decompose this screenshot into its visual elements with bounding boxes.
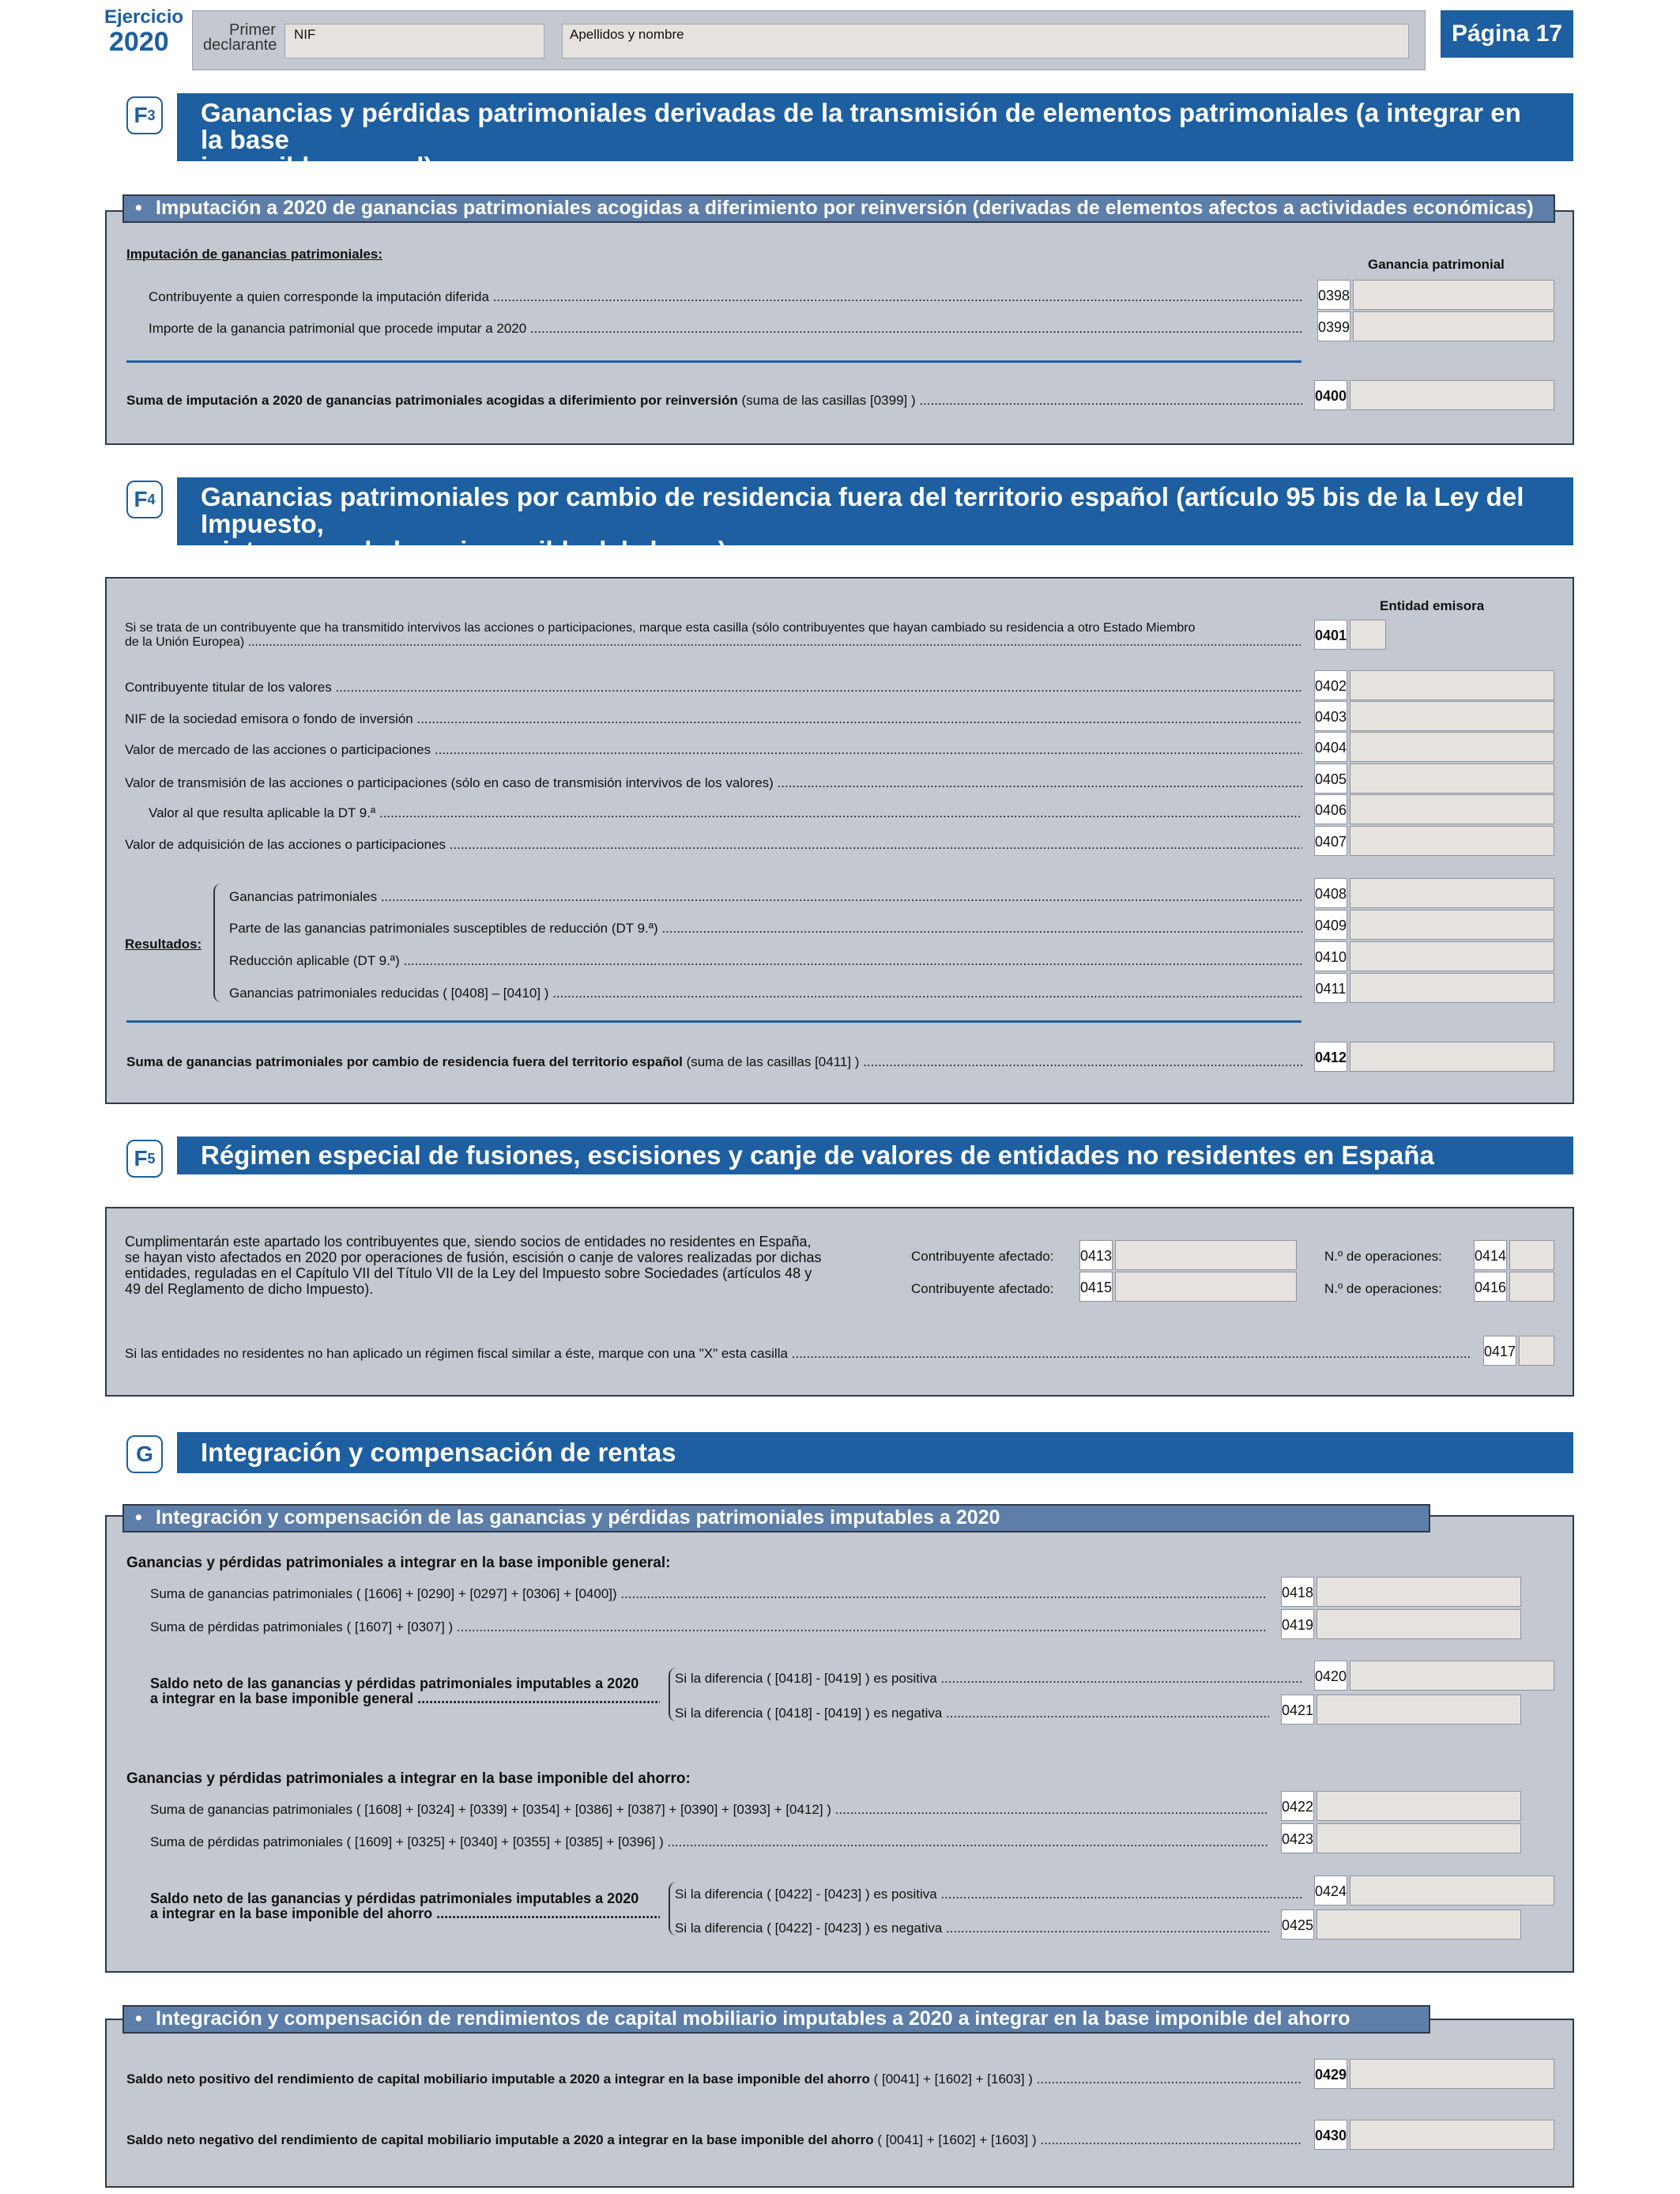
- title-line-1: Ganancias patrimoniales por cambio de residencia fuera del territorio español (artículo 95 bis de la Ley del Impuesto,: [201, 482, 1524, 538]
- code-0406: 0406: [1314, 794, 1347, 824]
- title-line-2: a integrar en la base imponible del ahorro): [201, 536, 727, 565]
- code-0423: 0423: [1281, 1823, 1314, 1853]
- row-label-0424: Si la diferencia ( [0422] - [0423] ) es positiva .....: [675, 1886, 1303, 1903]
- code-0411: 0411: [1314, 973, 1347, 1003]
- row-label-0429: [126, 2071, 1302, 2088]
- code-0417: 0417: [1483, 1336, 1516, 1366]
- input-0411[interactable]: [1350, 973, 1554, 1003]
- para-line-4: 49 del Reglamento de dicho Impuesto).: [125, 1281, 374, 1297]
- year-label: 2020: [109, 27, 169, 57]
- input-0421[interactable]: [1317, 1695, 1521, 1725]
- row-label-0430: [126, 2132, 1302, 2149]
- badge-letter: F: [134, 487, 148, 511]
- input-0399[interactable]: [1353, 311, 1554, 341]
- code-0416: 0416: [1474, 1272, 1507, 1302]
- row-label-0404: Valor de mercado de las acciones o participaciones .....: [125, 741, 1302, 759]
- input-0412[interactable]: [1350, 1042, 1554, 1072]
- input-0400[interactable]: [1350, 380, 1554, 410]
- row-label-0406: Valor al que resulta aplicable la DT 9.ª .....: [149, 805, 1302, 822]
- group-label-imputacion: Imputación de ganancias patrimoniales:: [126, 247, 383, 262]
- rcm-neg-note: ( [0041] + [1602] + [1603] ): [877, 2132, 1037, 2147]
- regime-label: Si las entidades no residentes no han aplicado un régimen fiscal similar a éste, marque con una "X" esta casilla .....: [125, 1345, 1472, 1363]
- contrib-label-1: Contribuyente afectado:: [911, 1249, 1054, 1264]
- code-0429: 0429: [1314, 2059, 1347, 2089]
- row-label-0405: Valor de transmisión de las acciones o participaciones (sólo en caso de transmisión intervivos de los valores) .....: [125, 775, 1302, 792]
- section-g2-box: [105, 2019, 1574, 2188]
- row-label-0399: Importe de la ganancia patrimonial que procede imputar a 2020 .....: [149, 320, 1302, 337]
- subsection-text: Integración y compensación de las ganancias y pérdidas patrimoniales imputables a 2020: [156, 1506, 1000, 1529]
- code-0424: 0424: [1314, 1875, 1347, 1906]
- section-badge-f5: [126, 1140, 163, 1178]
- code-0404: 0404: [1314, 732, 1347, 762]
- bullet-icon: •: [135, 1506, 142, 1529]
- section-badge-f4: [126, 481, 163, 518]
- code-0401: 0401: [1314, 620, 1347, 650]
- ops-label-2: N.º de operaciones:: [1324, 1281, 1442, 1296]
- row-label-0421: Si la diferencia ( [0418] - [0419] ) es negativa .....: [675, 1705, 1269, 1722]
- code-0413: 0413: [1079, 1240, 1113, 1270]
- ejercicio-label: Ejercicio: [104, 6, 184, 28]
- row-label-0411: Ganancias patrimoniales reducidas ( [0408] – [0410] ) .....: [229, 985, 1302, 1002]
- code-0420: 0420: [1314, 1661, 1347, 1691]
- input-0418[interactable]: [1317, 1577, 1521, 1607]
- section-title-f3: [177, 93, 1573, 181]
- apellidos-nombre-label: Apellidos y nombre: [570, 27, 684, 42]
- badge-letter: F: [134, 103, 148, 127]
- ops-label-1: N.º de operaciones:: [1324, 1249, 1442, 1264]
- code-0425: 0425: [1281, 1909, 1314, 1940]
- input-0404[interactable]: [1350, 732, 1554, 762]
- row-label-0410: Reducción aplicable (DT 9.ª) .....: [229, 952, 1302, 970]
- para-line-3: entidades, reguladas en el Capítulo VII del Título VII de la Ley del Impuesto sobre Sociedades (artículos 48 y: [125, 1265, 812, 1281]
- page-number-text: Página 17: [1451, 21, 1563, 47]
- code-0402: 0402: [1314, 670, 1347, 700]
- input-0420[interactable]: [1350, 1661, 1554, 1691]
- subsection-g1-title: [122, 1504, 1430, 1532]
- row-label-0402: Contribuyente titular de los valores .....: [125, 679, 1302, 696]
- bullet-icon: •: [135, 197, 142, 219]
- badge-letter: F: [134, 1146, 148, 1171]
- saldo-ahorro-line-1: Saldo neto de las ganancias y pérdidas patrimoniales imputables a 2020: [150, 1891, 639, 1906]
- subsection-f3-title: [122, 194, 1555, 223]
- general-heading: Ganancias y pérdidas patrimoniales a integrar en la base imponible general:: [126, 1555, 671, 1571]
- section-title-f4: [177, 477, 1573, 565]
- code-0400: 0400: [1314, 380, 1347, 410]
- row-label-0419: Suma de pérdidas patrimoniales ( [1607] + [0307] ) .....: [150, 1619, 1268, 1636]
- row-label-0418: Suma de ganancias patrimoniales ( [1606] + [0290] + [0297] + [0306] + [0400]) .....: [150, 1585, 1268, 1603]
- nif-label: NIF: [294, 27, 316, 42]
- input-0405[interactable]: [1350, 763, 1554, 794]
- code-0405: 0405: [1314, 763, 1347, 794]
- results-label: Resultados:: [125, 937, 202, 952]
- row-label-0425: Si la diferencia ( [0422] - [0423] ) es negativa .....: [675, 1920, 1269, 1937]
- section-title-f5: [177, 1137, 1573, 1174]
- checkbox-0417[interactable]: [1519, 1336, 1554, 1366]
- input-0430[interactable]: [1350, 2120, 1554, 2150]
- rcm-pos-bold: Saldo neto positivo del rendimiento de capital mobiliario imputable a 2020 a integrar en la base imponible del ahorro: [126, 2071, 870, 2087]
- input-0410[interactable]: [1350, 941, 1554, 971]
- section-badge-g: [126, 1435, 163, 1473]
- row-label-0400: [126, 392, 1302, 409]
- code-0410: 0410: [1314, 941, 1347, 971]
- code-0421: 0421: [1281, 1695, 1314, 1725]
- row-label-0408: Ganancias patrimoniales .....: [229, 888, 1302, 906]
- title-line-2: imponible general): [201, 152, 433, 181]
- saldo-ahorro-line-2: a integrar en la base imponible del ahorro .....: [150, 1905, 660, 1922]
- input-0424[interactable]: [1350, 1875, 1554, 1906]
- code-0419: 0419: [1281, 1609, 1314, 1639]
- code-0430: 0430: [1314, 2120, 1347, 2150]
- rcm-neg-bold: Saldo neto negativo del rendimiento de capital mobiliario imputable a 2020 a integrar en la base imponible del ahorro: [126, 2132, 874, 2147]
- para-line-1: Cumplimentarán este apartado los contribuyentes que, siendo socios de entidades no residentes en España,: [125, 1234, 812, 1250]
- input-0425[interactable]: [1317, 1909, 1521, 1940]
- check-label-line-1: Si se trata de un contribuyente que ha transmitido intervivos las acciones o participaciones, marque esta casilla (sólo contribuyentes que hayan cambiado su residencia a otro Estado Miembro: [125, 621, 1196, 635]
- row-label-0423: Suma de pérdidas patrimoniales ( [1609] + [0325] + [0340] + [0355] + [0385] + [0396] ) .....: [150, 1834, 1268, 1851]
- results-brace: [213, 884, 224, 1002]
- input-0415[interactable]: [1115, 1272, 1297, 1302]
- code-0398: 0398: [1317, 280, 1350, 310]
- divider: [126, 360, 1301, 363]
- f5-paragraph: [125, 1234, 876, 1297]
- input-0413[interactable]: [1115, 1240, 1297, 1270]
- declarante-label-1: Primer: [229, 21, 276, 39]
- code-0418: 0418: [1281, 1577, 1314, 1607]
- input-0429[interactable]: [1350, 2059, 1554, 2089]
- code-0408: 0408: [1314, 878, 1347, 908]
- title-line-1: Ganancias y pérdidas patrimoniales derivadas de la transmisión de elementos patrimoniales (a integrar en la base: [201, 98, 1521, 154]
- code-0403: 0403: [1314, 701, 1347, 731]
- input-0408[interactable]: [1350, 878, 1554, 908]
- code-0422: 0422: [1281, 1791, 1314, 1821]
- ahorro-heading: Ganancias y pérdidas patrimoniales a integrar en la base imponible del ahorro:: [126, 1770, 691, 1787]
- checkbox-0401[interactable]: [1350, 620, 1386, 650]
- row-label-0398: Contribuyente a quien corresponde la imputación diferida .....: [149, 288, 1302, 306]
- apellidos-nombre-field[interactable]: [562, 24, 1409, 58]
- input-0423[interactable]: [1317, 1823, 1521, 1853]
- input-0402[interactable]: [1350, 670, 1554, 700]
- row-label-0420: Si la diferencia ( [0418] - [0419] ) es positiva .....: [675, 1670, 1303, 1687]
- input-0409[interactable]: [1350, 910, 1554, 940]
- subsection-g2-title: [122, 2005, 1430, 2034]
- saldo-general-line-1: Saldo neto de las ganancias y pérdidas patrimoniales imputables a 2020: [150, 1676, 639, 1691]
- saldo-general-line-2: a integrar en la base imponible general .....: [150, 1690, 660, 1707]
- para-line-2: se hayan visto afectados en 2020 por operaciones de fusión, escisión o canje de valores realizadas por dichas: [125, 1250, 822, 1265]
- section-title-g: [177, 1432, 1573, 1473]
- total-label-note: (suma de las casillas [0399] ): [741, 393, 916, 408]
- total-label-note: (suma de las casillas [0411] ): [686, 1054, 860, 1069]
- page-number: [1441, 10, 1573, 58]
- input-0416[interactable]: [1509, 1272, 1554, 1302]
- row-label-0409: Parte de las ganancias patrimoniales susceptibles de reducción (DT 9.ª) .....: [229, 920, 1302, 937]
- contrib-label-2: Contribuyente afectado:: [911, 1281, 1054, 1296]
- badge-sub: 4: [147, 491, 156, 507]
- row-label-0412: [126, 1054, 1302, 1071]
- row-label-0407: Valor de adquisición de las acciones o participaciones .....: [125, 836, 1302, 854]
- total-label-bold: Suma de imputación a 2020 de ganancias patrimoniales acogidas a diferimiento por reinversión: [126, 393, 738, 408]
- code-0409: 0409: [1314, 910, 1347, 940]
- title-text: Régimen especial de fusiones, escisiones y canje de valores de entidades no residentes en España: [201, 1140, 1434, 1170]
- nif-field[interactable]: [284, 24, 544, 58]
- bullet-icon: •: [135, 2007, 142, 2030]
- check-label-line-2: de la Unión Europea) .....: [125, 635, 1302, 650]
- code-0407: 0407: [1314, 826, 1347, 856]
- input-0407[interactable]: [1350, 826, 1554, 856]
- subsection-text: Integración y compensación de rendimientos de capital mobiliario imputables a 2020 a integrar en la base imponible del ahorro: [156, 2007, 1350, 2030]
- code-0399: 0399: [1317, 311, 1350, 341]
- badge-sub: 3: [147, 107, 156, 123]
- badge-sub: 5: [147, 1150, 156, 1167]
- input-0419[interactable]: [1317, 1609, 1521, 1639]
- badge-letter: G: [136, 1442, 153, 1466]
- divider: [126, 1020, 1301, 1023]
- input-0403[interactable]: [1350, 701, 1554, 731]
- code-0414: 0414: [1474, 1240, 1507, 1270]
- section-badge-f3: [126, 96, 163, 134]
- code-0412: 0412: [1314, 1042, 1347, 1072]
- declarante-label-2: declarante: [203, 36, 277, 54]
- subsection-text: Imputación a 2020 de ganancias patrimoniales acogidas a diferimiento por reinversión (derivadas de elementos afectos a actividades económicas): [156, 197, 1534, 219]
- input-0406[interactable]: [1350, 794, 1554, 824]
- row-label-0422: Suma de ganancias patrimoniales ( [1608] + [0324] + [0339] + [0354] + [0386] + [0387] + [0390] + [0393] + [0412] ) .....: [150, 1801, 1268, 1819]
- rcm-pos-note: ( [0041] + [1602] + [1603] ): [873, 2071, 1033, 2087]
- code-0415: 0415: [1079, 1272, 1113, 1302]
- col-header-entidad: Entidad emisora: [1380, 598, 1485, 613]
- title-text: Integración y compensación de rentas: [201, 1438, 676, 1467]
- input-0398[interactable]: [1353, 280, 1554, 310]
- input-0422[interactable]: [1317, 1791, 1521, 1821]
- row-label-0403: NIF de la sociedad emisora o fondo de inversión .....: [125, 711, 1302, 728]
- input-0414[interactable]: [1509, 1240, 1554, 1270]
- total-label-bold: Suma de ganancias patrimoniales por cambio de residencia fuera del territorio español: [126, 1054, 683, 1069]
- col-header-ganancia: Ganancia patrimonial: [1368, 257, 1505, 272]
